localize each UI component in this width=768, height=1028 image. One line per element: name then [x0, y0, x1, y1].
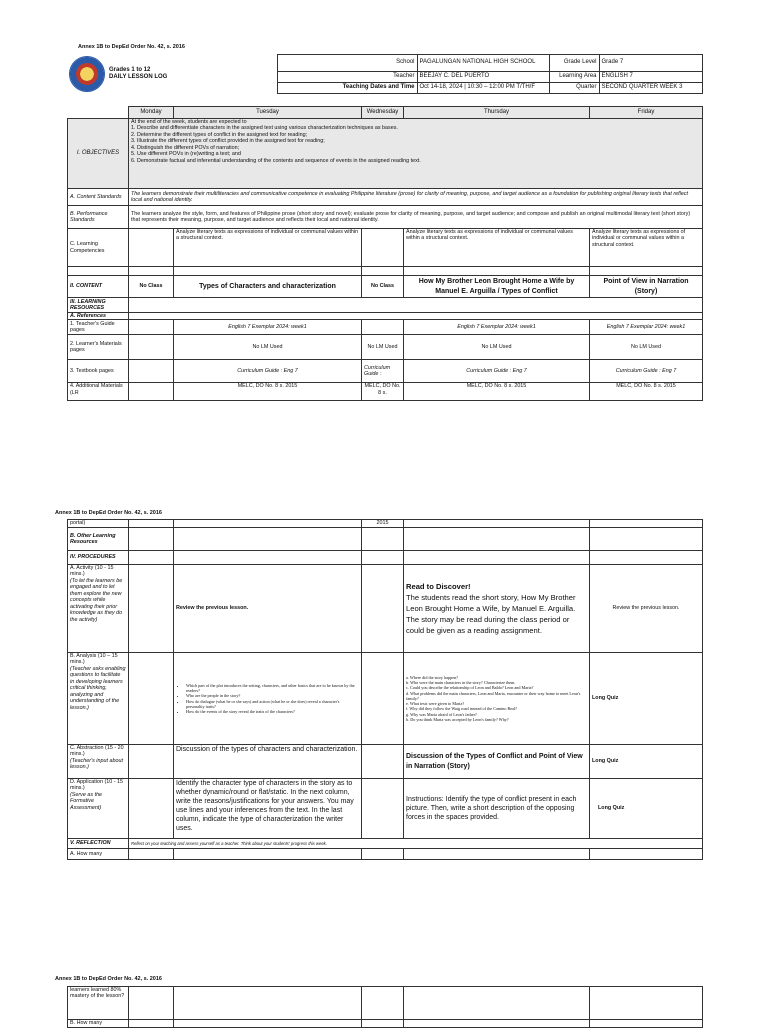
quarter-value: SECOND QUARTER WEEK 3 [599, 83, 702, 94]
abstraction-thursday: Discussion of the Types of Conflict and Point of View in Narration (Story) [404, 745, 590, 779]
deped-seal-logo [69, 56, 105, 92]
content-monday: No Class [129, 276, 174, 298]
am-label-cont: portal) [68, 520, 129, 528]
day-wednesday: Wednesday [362, 107, 404, 119]
tb-friday: Curriculum Guide : Eng 7 [590, 360, 703, 383]
analysis-thursday-q6: f. Why did they follow the Waig road instead of the Camino Real? [406, 706, 518, 712]
reflection-b-label: B. How many [68, 1020, 129, 1028]
dates-value: Oct 14-18, 2024 | 10:30 – 12:00 PM T/TH/F [417, 83, 549, 94]
content-label: II. CONTENT [68, 276, 129, 298]
area-label: Learning Area [549, 72, 599, 83]
analysis-thursday-q3: c. Could you describe the relationship of Leon and Baldo? Leon and Maria? [406, 685, 534, 691]
objective-4: 4. Distinguish the different POVs of narration; [131, 144, 240, 151]
other-resources-label: B. Other Learning Resources [68, 528, 129, 551]
lm-wednesday: No LM Used [362, 335, 404, 360]
application-tuesday: Identify the character type of characters in the story as to whether dynamic/round or flat/static. In the next column, write the reasons/justifications for your answers. You may use lines and your inferences from the text. In the last column, indicate the type of characterization the writer uses. [174, 779, 362, 839]
day-thursday: Thursday [404, 107, 590, 119]
abstraction-friday: Long Quiz [590, 745, 703, 779]
lesson-table-page3 [67, 986, 703, 1028]
activity-label: A. Activity (10 - 15 mins.) [70, 565, 114, 578]
reflection-a-label: A. How many [68, 849, 129, 860]
analysis-note: (Teacher asks enabling questions to facilitate in developing learners critical thinking, analyzing and understanding of the lesson.) [70, 665, 126, 711]
annex-note-page3: Annex 1B to DepEd Order No. 42, s. 2016 [55, 976, 162, 982]
abstraction-label: C. Abstraction (15 - 20 mins.) [70, 745, 124, 758]
analysis-tuesday-q3: • How do dialogue (what he or she says) and action (what he or she does) reveal a character's personality traits? [186, 699, 359, 710]
school-value: PAGALUNGAN NATIONAL HIGH SCHOOL [417, 55, 549, 72]
analysis-tuesday-q2: • Who are the people in the story? [186, 693, 359, 698]
references-label: A. References [68, 313, 129, 320]
activity-thursday-title: Read to Discover! [406, 582, 471, 591]
application-note: (Serve as the Formative Assessment) [70, 791, 103, 811]
quarter-label: Quarter [549, 83, 599, 94]
resources-label: III. LEARNING RESOURCES [68, 298, 129, 313]
annex-note-page2: Annex 1B to DepEd Order No. 42, s. 2016 [55, 510, 162, 516]
analysis-thursday-q4: d. What problems did the main characters, Leon and Maria, encounter or their way home to meet Leon's family? [406, 690, 581, 701]
performance-standards-label: B. Performance Standards [68, 206, 129, 229]
activity-thursday-text: The students read the short story, How My Brother Leon Brought Home a Wife, by Manuel E. Arguilla. The story may be read during the class period or could be given as a reading assignment. [406, 593, 576, 635]
reflection-text: Reflect on your teaching and assess yourself as a teacher. Think about your students' progress this week. [129, 839, 703, 849]
analysis-thursday-q5: e. What tests were given to Maria? [406, 701, 465, 707]
content-thursday: How My Brother Leon Brought Home a Wife by Manuel E. Arguilla / Types of Conflict [404, 276, 590, 298]
school-label: School [277, 55, 417, 72]
content-tuesday: Types of Characters and characterization [174, 276, 362, 298]
objective-2: 2. Determine the different types of conflict in the assigned text for reading; [131, 131, 308, 138]
application-thursday: Instructions: Identify the type of conflict present in each picture. Then, write a short description of the opposing forces in the spaces provided. [404, 779, 590, 839]
day-monday: Monday [129, 107, 174, 119]
analysis-friday: Long Quiz [590, 653, 703, 745]
lm-tuesday: No LM Used [174, 335, 362, 360]
objectives-label: I. OBJECTIVES [68, 119, 129, 189]
competencies-label: C. Learning Competencies [68, 229, 129, 267]
lm-thursday: No LM Used [404, 335, 590, 360]
am-label: 4. Additional Materials (LR [68, 383, 129, 401]
day-tuesday: Tuesday [174, 107, 362, 119]
tb-tuesday: Curriculum Guide : Eng 7 [174, 360, 362, 383]
area-value: ENGLISH 7 [599, 72, 702, 83]
competencies-friday: Analyze literary texts as expressions of individual or communal values within a structural context. [590, 229, 703, 267]
competencies-tuesday: Analyze literary texts as expressions of individual or communal values within a structural context. [174, 229, 362, 267]
lm-label: 2. Learner's Materials pages [68, 335, 129, 360]
title-dll: DAILY LESSON LOG [109, 74, 168, 80]
objective-5: 5. Use different POVs in (re)writing a text; and [131, 151, 241, 158]
abstraction-tuesday: Discussion of the types of characters and characterization. [174, 745, 362, 779]
objective-6: 6. Demonstrate factual and inferential understanding of the contents and sequence of events in the assigned reading text. [131, 157, 421, 164]
performance-standards-text: The learners analyze the style, form, and features of Philippine prose (short story and novel); evaluate prose for clarity of meaning, purpose, and target audience; and compose and publish an original multimodal literary text (short story) that represents their meaning, purpose, and target audience and reflects their local and national identity. [129, 206, 703, 229]
teacher-label: Teacher [277, 72, 417, 83]
reflection-label: V. REFLECTION [68, 839, 129, 849]
tg-label: 1. Teacher's Guide pages [68, 320, 129, 335]
tg-thursday: English 7 Exemplar 2024: week1 [404, 320, 590, 335]
lesson-table-page1 [67, 106, 703, 401]
title-grades: Grades 1 to 12 [109, 66, 151, 73]
teacher-value: BEEJAY C. DEL PUERTO [417, 72, 549, 83]
day-friday: Friday [590, 107, 703, 119]
analysis-label: B. Analysis (10 – 15 mins.) [70, 653, 118, 666]
grade-value: Grade 7 [599, 55, 702, 72]
reflection-a-label-cont: learners learned 80% mastery of the lesson? [68, 987, 129, 1020]
am-thursday: MELC, DO No. 8 s. 2015 [404, 383, 590, 401]
analysis-tuesday-q1: • Which part of the plot introduces the setting, characters, and other basics that are to be known by the readers? [186, 683, 359, 694]
am-friday: MELC, DO No. 8 s. 2015 [590, 383, 703, 401]
analysis-thursday-q2: b. Who were the main characters in the story? Characterize them. [406, 680, 516, 686]
application-friday: Long Quiz [590, 779, 703, 839]
content-standards-label: A. Content Standards [68, 189, 129, 206]
tb-label: 3. Textbook pages [68, 360, 129, 383]
tb-wednesday: Curriculum Guide : [362, 360, 404, 383]
objectives-intro: At the end of the week, students are expected to [131, 119, 247, 125]
application-label: D. Application (10 - 15 mins.) [70, 779, 124, 792]
am-tuesday: MELC, DO No. 8 s. 2015 [174, 383, 362, 401]
analysis-thursday-q7: g. Why was Maria afraid of Leon's father? [406, 711, 477, 717]
tg-friday: English 7 Exemplar 2024: week1 [590, 320, 703, 335]
dates-label: Teaching Dates and Time [277, 83, 417, 94]
grade-label: Grade Level [549, 55, 599, 72]
activity-tuesday: Review the previous lesson. [174, 565, 362, 653]
annex-note: Annex 1B to DepEd Order No. 42, s. 2016 [78, 44, 185, 50]
abstraction-note: (Teacher's input about lesson.) [70, 757, 123, 771]
activity-friday: Review the previous lesson. [590, 565, 703, 653]
tg-tuesday: English 7 Exemplar 2024: week1 [174, 320, 362, 335]
lesson-table-page2 [67, 519, 703, 860]
objective-3: 3. Illustrate the different types of conflict provided in the assigned text for reading; [131, 138, 325, 145]
analysis-tuesday-q4: • How do the events of the story reveal the traits of the characters? [186, 709, 359, 714]
objective-1: 1. Describe and differentiate characters in the assigned text using various characterization techniques as bases. [131, 125, 398, 132]
competencies-thursday: Analyze literary texts as expressions of individual or communal values within a structural context. [404, 229, 590, 267]
analysis-thursday-q8: h. Do you think Maria was accepted by Leon's family? Why? [406, 716, 509, 722]
content-wednesday: No Class [362, 276, 404, 298]
content-standards-text: The learners demonstrate their multiliteracies and communicative competence in evaluating Philippine literature (prose) for clarity of meaning, purpose, and target audience as a foundation for publishing original literary texts that reflect local and national identity. [129, 189, 703, 206]
am-wed-cont: 2015 [362, 520, 404, 528]
activity-note: (To let the learners be engaged and to let them explore the new concepts while activating their prior knowledge as they do the activity) [70, 577, 123, 623]
lm-friday: No LM Used [590, 335, 703, 360]
analysis-thursday-q1: a. Where did the story happen? [406, 674, 459, 680]
tb-thursday: Curriculum Guide : Eng 7 [404, 360, 590, 383]
content-friday: Point of View in Narration (Story) [590, 276, 703, 298]
header-block [67, 54, 703, 94]
am-wednesday: MELC, DO No. 8 s. [362, 383, 404, 401]
procedures-label: IV. PROCEDURES [68, 551, 129, 565]
